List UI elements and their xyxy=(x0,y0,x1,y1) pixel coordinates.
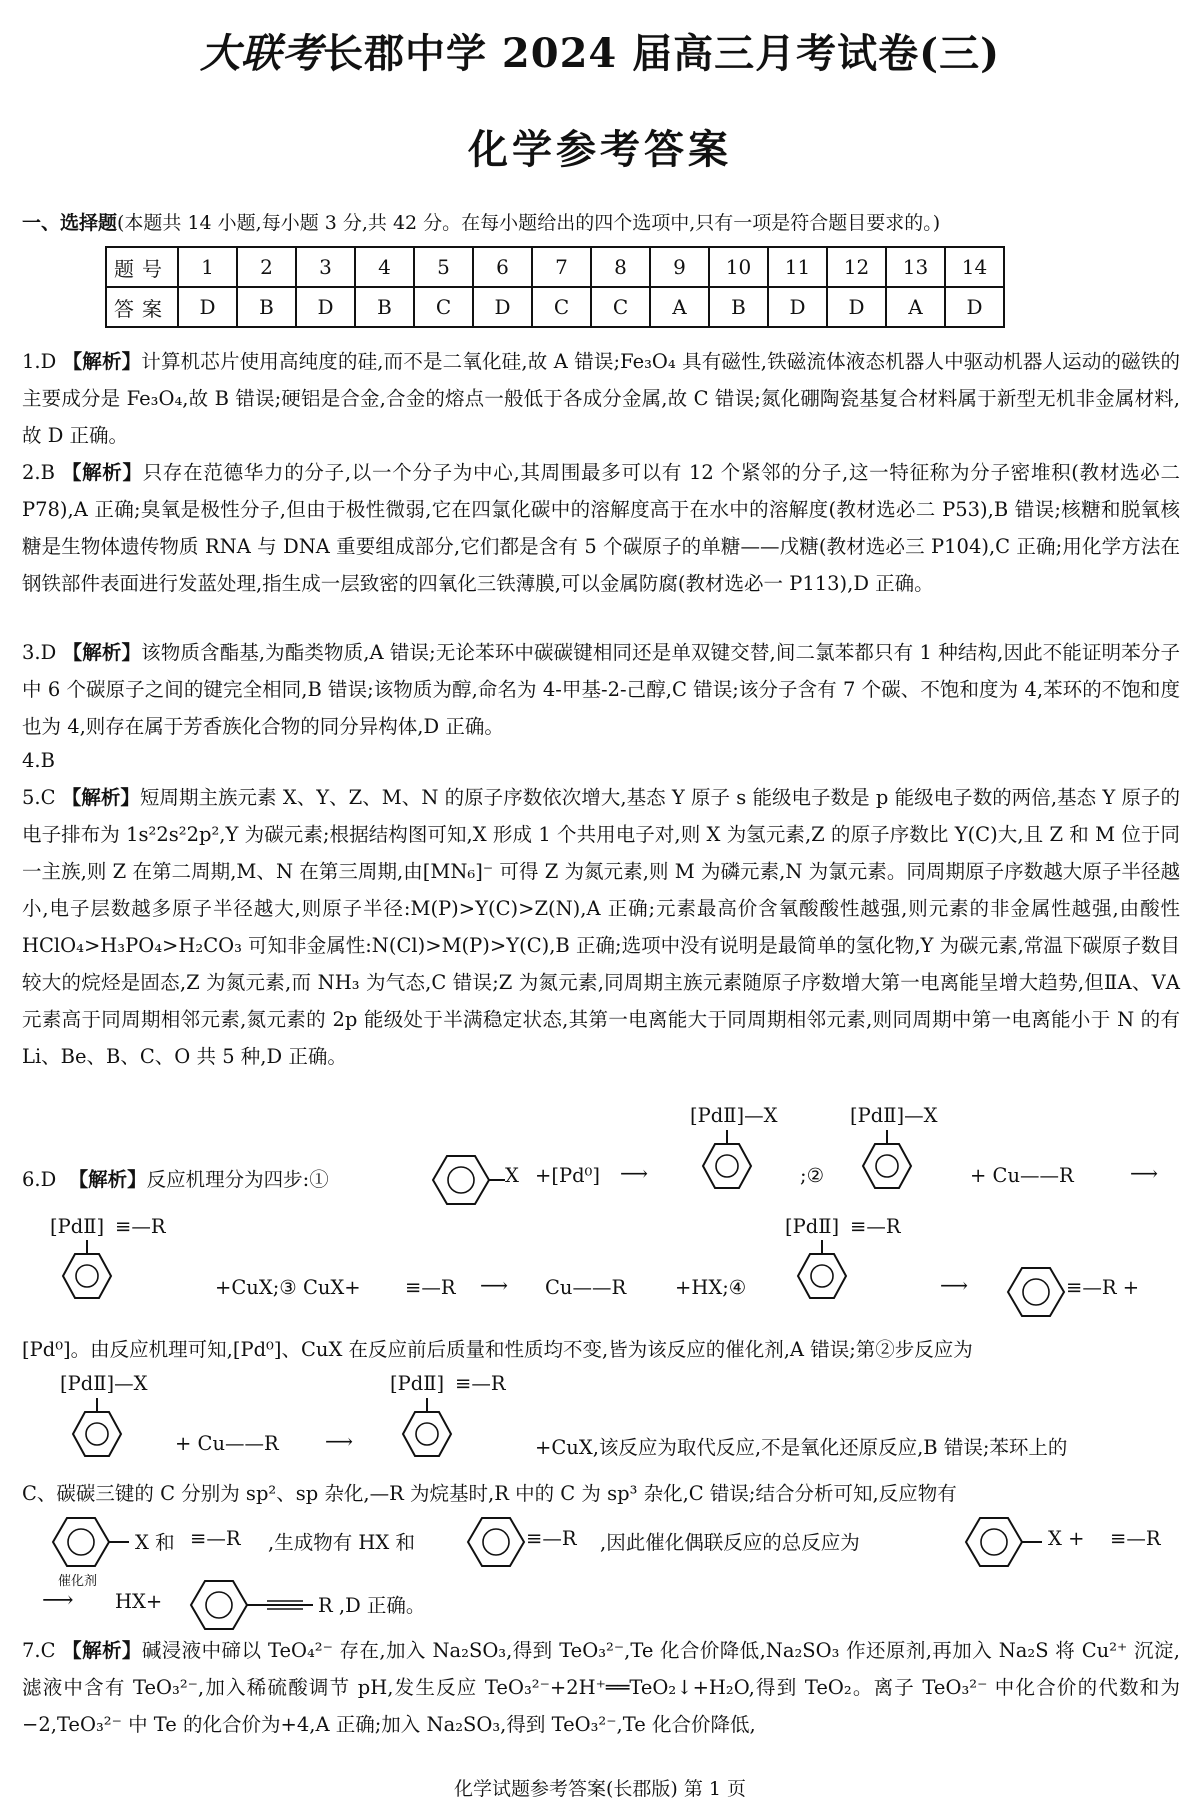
table-cell: 14 xyxy=(945,247,1004,287)
alkyne-r: ≡—R xyxy=(455,1372,506,1395)
reaction-arrow-icon: ⟶ xyxy=(1130,1162,1158,1185)
q6-products: ,生成物有 HX 和 xyxy=(268,1531,415,1554)
table-cell: A xyxy=(650,287,709,327)
q6-text-c: C、碳碳三键的 C 分别为 sp²、sp 杂化,—R 为烷基时,R 中的 C 为 sp³ 杂化,C 错误;结合分析可知,反应物有 xyxy=(22,1482,957,1505)
pd2-x-label: [PdⅡ]—X xyxy=(850,1104,938,1127)
question-number: 5.C xyxy=(22,786,56,809)
table-cell: 13 xyxy=(886,247,945,287)
pd2-x-label: [PdⅡ]—X xyxy=(690,1104,778,1127)
step-4-text: +HX;④ xyxy=(675,1276,747,1299)
step-2-marker: ;② xyxy=(800,1164,825,1187)
table-cell: 6 xyxy=(473,247,532,287)
exam-title xyxy=(0,22,1200,79)
answer-explanation-1 xyxy=(22,343,1180,454)
q6-head xyxy=(22,1164,329,1192)
analysis-tag: 【解析】 xyxy=(68,1168,147,1191)
answer-table xyxy=(105,246,1005,328)
table-cell: A xyxy=(886,287,945,327)
answer-explanation-4 xyxy=(22,742,1180,779)
answer-explanation-5 xyxy=(22,779,1180,1075)
analysis-tag: 【解析】 xyxy=(61,461,143,484)
benzene-ring-icon xyxy=(855,1130,919,1210)
alkyne-r: ≡—R xyxy=(526,1527,577,1550)
benzene-ring-icon xyxy=(425,1150,505,1210)
reactant-x: X 和 xyxy=(135,1531,175,1554)
table-cell: 7 xyxy=(532,247,591,287)
reaction-arrow-icon: ⟶ xyxy=(325,1430,353,1453)
answer-explanation-2 xyxy=(22,454,1180,602)
cu-alkyne: + Cu——R xyxy=(175,1432,279,1455)
alkyne-r: ≡—R xyxy=(405,1276,456,1299)
analysis-tag: 【解析】 xyxy=(62,1639,142,1662)
question-number: 4.B xyxy=(22,749,55,772)
reaction-arrow-icon: ⟶ xyxy=(42,1588,74,1613)
pd0-catalyst: +[Pd⁰] xyxy=(535,1164,600,1187)
pd2-x-label: [PdⅡ]—X xyxy=(60,1372,148,1395)
table-cell: D xyxy=(945,287,1004,327)
table-cell: 4 xyxy=(355,247,414,287)
table-cell: 5 xyxy=(414,247,473,287)
table-cell: 10 xyxy=(709,247,768,287)
exam-title-text: 长郡中学 2024 届高三月考试卷(三) xyxy=(322,30,1001,77)
benzene-ring-icon xyxy=(695,1130,759,1210)
analysis-tag: 【解析】 xyxy=(61,786,140,809)
answer-explanation-3 xyxy=(22,634,1180,745)
reaction-arrow-icon: ⟶ xyxy=(620,1162,648,1185)
table-cell: B xyxy=(355,287,414,327)
reactant-x: X + xyxy=(1048,1527,1085,1550)
table-cell: B xyxy=(709,287,768,327)
table-cell: 3 xyxy=(296,247,355,287)
benzene-ring-icon xyxy=(65,1398,129,1478)
table-cell: 12 xyxy=(827,247,886,287)
section-desc: (本题共 14 小题,每小题 3 分,共 42 分。在每小题给出的四个选项中,只有一项是符合题目要求的。) xyxy=(117,212,941,234)
table-cell: D xyxy=(178,287,237,327)
q6-text-a: [Pd⁰]。由反应机理可知,[Pd⁰]、CuX 在反应前后质量和性质均不变,皆为该反应的催化剂,A 错误;第②步反应为 xyxy=(22,1338,973,1361)
benzene-ring-icon xyxy=(958,1512,1048,1572)
table-cell: D xyxy=(473,287,532,327)
analysis-tag: 【解析】 xyxy=(62,641,142,664)
analysis-text: 计算机芯片使用高纯度的硅,而不是二氧化硅,故 A 错误;Fe₃O₄ 具有磁性,铁磁流体液态机器人中驱动机器人运动的磁铁的主要成分是 Fe₃O₄,故 B 错误;硬铝是合金,合金的熔点一般低于各成分金属,故 C 错误;氮化硼陶瓷基复合材料属于新型无机非金属材料,故 D 正确。 xyxy=(22,350,1180,447)
table-cell: D xyxy=(827,287,886,327)
analysis-text: 短周期主族元素 X、Y、Z、M、N 的原子序数依次增大,基态 Y 原子 s 能级电子数是 p 能级电子数的两倍,基态 Y 原子的电子排布为 1s²2s²2p²,Y 为碳元素;根据结构图可知,X 形成 1 个共用电子对,则 X 为氢元素,Z 的原子序数比 Y(C)大,且 Z 和 M 位于同一主族,则 Z 在第二周期,M、N 在第三周期,由[MN₆]⁻ 可得 Z 为氮元素,则 M 为磷元素,N 为氯元素。同周期原子序数越大原子半径越小,电子层数越多原子半径越大,则原子半径:M(P)>Y(C)>Z(N),A 正确;元素最高价含氧酸酸性越强,则元素的非金属性越强,由酸性 HClO₄>H₃PO₄>H₂CO₃ 可知非金属性:N(Cl)>M(P)>Y(C),B 正确;选项中没有说明是最简单的氢化物,Y 为碳元素,常温下碳原子数目较大的烷烃是固态,Z 为氮元素,而 NH₃ 为气态,C 错误;Z 为氮元素,同周期主族元素随原子序数增大第一电离能呈增大趋势,但ⅡA、ⅤA 元素高于同周期相邻元素,氮元素的 2p 能级处于半满稳定状态,其第一电离能大于同周期相邻元素,则同周期中第一电离能小于 N 的有 Li、Be、B、C、O 共 5 种,D 正确。 xyxy=(22,786,1180,1068)
benzene-ring-icon xyxy=(55,1240,119,1320)
q6-end: R ,D 正确。 xyxy=(318,1594,426,1617)
q6-intro: 反应机理分为四步:① xyxy=(146,1168,329,1191)
section-label: 一、选择题 xyxy=(22,212,118,234)
brand-logo: 大联考 xyxy=(199,30,323,77)
table-cell: D xyxy=(296,287,355,327)
table-cell: 1 xyxy=(178,247,237,287)
table-cell: D xyxy=(768,287,827,327)
analysis-text: 该物质含酯基,为酯类物质,A 错误;无论苯环中碳碳键相同还是单双键交替,间二氯苯都只有 1 种结构,因此不能证明苯分子中 6 个碳原子之间的键完全相同,B 错误;该物质为醇,命名为 4-甲基-2-己醇,C 错误;该分子含有 7 个碳、不饱和度为 4,苯环的不饱和度也为 4,则存在属于芳香族化合物的同分异构体,D 正确。 xyxy=(22,641,1180,738)
table-cell: 11 xyxy=(768,247,827,287)
step-3-text: +CuX;③ CuX+ xyxy=(215,1276,361,1299)
q6-text-b: +CuX,该反应为取代反应,不是氧化还原反应,B 错误;苯环上的 xyxy=(535,1436,1068,1459)
reaction-arrow-icon: ⟶ xyxy=(940,1274,968,1297)
page-subtitle: 化学参考答案 xyxy=(468,127,732,173)
alkyne-r: ≡—R xyxy=(115,1215,166,1238)
analysis-text: 只存在范德华力的分子,以一个分子为中心,其周围最多可以有 12 个紧邻的分子,这一特征称为分子密堆积(教材选必二 P78),A 正确;臭氧是极性分子,但由于极性微弱,它在四氯化碳中的溶解度高于在水中的溶解度(教材选必二 P53),B 错误;核糖和脱氧核糖是生物体遗传物质 RNA 与 DNA 重要组成部分,它们都是含有 5 个碳原子的单糖——戊糖(教材选必三 P104),C 正确;用化学方法在钢铁部件表面进行发蓝处理,指生成一层致密的四氧化三铁薄膜,可以金属防腐(教材选必一 P113),D 正确。 xyxy=(22,461,1180,595)
benzene-ring-icon xyxy=(183,1575,303,1635)
question-number: 6.D xyxy=(22,1168,57,1191)
question-number: 7.C xyxy=(22,1639,56,1662)
analysis-tag: 【解析】 xyxy=(62,350,142,373)
catalyst-label: 催化剂 xyxy=(58,1574,98,1589)
question-number: 3.D xyxy=(22,641,57,664)
table-header-answer: 答案 xyxy=(106,287,178,327)
table-row-answers xyxy=(106,287,1004,327)
alkyne-r: ≡—R xyxy=(1110,1527,1161,1550)
table-cell: C xyxy=(414,287,473,327)
section-heading xyxy=(22,208,1182,235)
page-footer: 化学试题参考答案(长郡版) 第 1 页 xyxy=(453,1778,747,1800)
benzene-ring-icon xyxy=(395,1398,459,1478)
alkyne-r: ≡—R + xyxy=(1066,1276,1140,1299)
pd2-label: [PdⅡ] xyxy=(785,1215,840,1238)
question-number: 2.B xyxy=(22,461,55,484)
alkyne-r: ≡—R xyxy=(850,1215,901,1238)
table-cell: 2 xyxy=(237,247,296,287)
alkyne-r: ≡—R xyxy=(190,1527,241,1550)
table-cell: 8 xyxy=(591,247,650,287)
reaction-arrow-icon: ⟶ xyxy=(480,1274,508,1297)
substituent-x: X xyxy=(505,1164,519,1187)
table-header-number: 题号 xyxy=(106,247,178,287)
table-cell: C xyxy=(591,287,650,327)
table-cell: B xyxy=(237,287,296,327)
table-cell: C xyxy=(532,287,591,327)
table-row-numbers xyxy=(106,247,1004,287)
q6-overall: ,因此催化偶联反应的总反应为 xyxy=(600,1531,860,1554)
cu-alkyne: Cu——R xyxy=(545,1276,627,1299)
question-number: 1.D xyxy=(22,350,57,373)
pd2-label: [PdⅡ] xyxy=(390,1372,445,1395)
answer-explanation-7 xyxy=(22,1632,1180,1743)
analysis-text: 碱浸液中碲以 TeO₄²⁻ 存在,加入 Na₂SO₃,得到 TeO₃²⁻,Te 化合价降低,Na₂SO₃ 作还原剂,再加入 Na₂S 将 Cu²⁺ 沉淀,滤液中含有 TeO₃²⁻,加入稀硫酸调节 pH,发生反应 TeO₃²⁻+2H⁺══TeO₂↓+H₂O,得到 TeO₂。离子 TeO₃²⁻ 中化合价的代数和为−2,TeO₃²⁻ 中 Te 的化合价为+4,A 正确;加入 Na₂SO₃,得到 TeO₃²⁻,Te 化合价降低, xyxy=(22,1639,1180,1736)
table-cell: 9 xyxy=(650,247,709,287)
cu-alkyne: + Cu——R xyxy=(970,1164,1074,1187)
benzene-ring-icon xyxy=(45,1512,135,1572)
product-hx: HX+ xyxy=(115,1590,163,1613)
pd2-label: [PdⅡ] xyxy=(50,1215,105,1238)
benzene-ring-icon xyxy=(790,1240,854,1320)
